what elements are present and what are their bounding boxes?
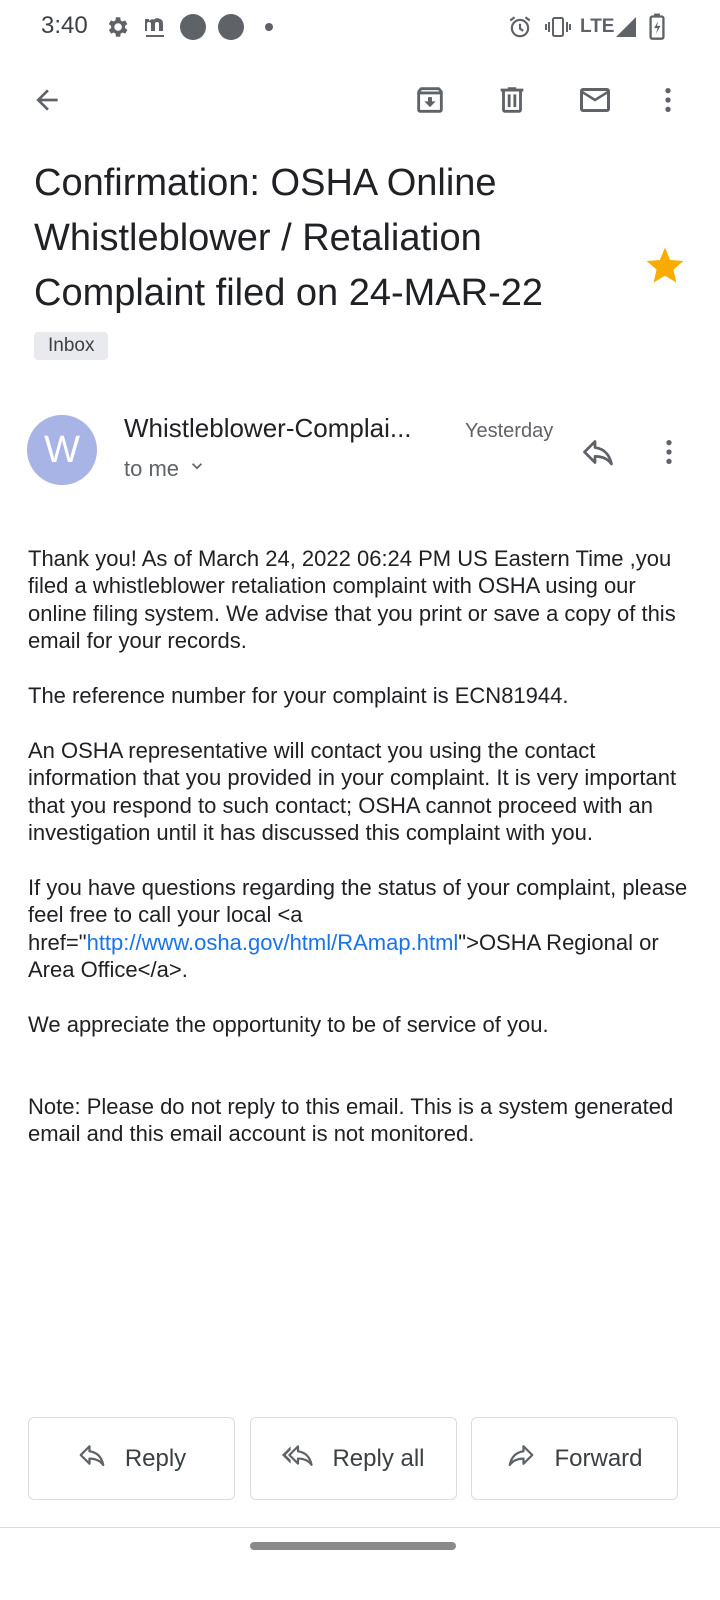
email-date: Yesterday <box>465 420 554 442</box>
trash-icon[interactable] <box>488 76 536 124</box>
body-paragraph: We appreciate the opportunity to be of service of you. <box>28 1011 549 1037</box>
archive-icon[interactable] <box>406 76 454 124</box>
bottom-divider <box>0 1527 720 1528</box>
reply-icon <box>77 1440 107 1477</box>
body-text-span: If you have questions regarding the status of your complaint, please feel free to call your local <a href=" <box>28 874 688 955</box>
reply-icon[interactable] <box>574 428 622 476</box>
body-paragraph: An OSHA representative will contact you using the contact information that you provided in your complaint. It is very important that you respond to such contact; OSHA cannot proceed with an investigation until it has discussed this complaint with you. <box>28 737 677 846</box>
network-type: LTE <box>580 16 615 37</box>
email-subject: Confirmation: OSHA Online Whistleblower / Retaliation Complaint filed on 24-MAR-22 <box>34 162 544 314</box>
recipient-details-toggle[interactable] <box>124 456 207 482</box>
inbox-label[interactable]: Inbox <box>34 332 108 360</box>
recipient-label: to me <box>124 456 180 481</box>
reply-all-icon <box>282 1440 314 1477</box>
star-icon[interactable] <box>643 244 687 288</box>
signal-icon <box>614 12 638 42</box>
back-arrow-icon[interactable] <box>23 76 71 124</box>
circle-notification-icon <box>180 12 206 42</box>
body-paragraph: Thank you! As of March 24, 2022 06:24 PM US Eastern Time ,you filed a whistleblower retaliation complaint with OSHA using our online filing system. We advise that you print or save a copy of this email for your records. <box>28 546 676 654</box>
body-paragraph: The reference number for your complaint is ECN81944. <box>28 683 569 709</box>
gear-icon <box>104 12 130 42</box>
vibrate-icon <box>544 12 572 42</box>
body-paragraph <box>28 874 688 984</box>
m-app-icon <box>143 12 169 42</box>
status-bar <box>0 0 720 56</box>
mail-icon[interactable] <box>571 76 619 124</box>
body-paragraph: Note: Please do not reply to this email. This is a system generated email and this email account is not monitored. <box>28 1094 674 1147</box>
email-body <box>28 545 688 1175</box>
forward-button-label: Forward <box>554 1444 643 1472</box>
reply-button-label: Reply <box>124 1444 187 1472</box>
message-more-icon[interactable] <box>645 428 693 476</box>
battery-charging-icon <box>648 12 666 42</box>
forward-icon <box>506 1440 536 1477</box>
reply-button[interactable] <box>28 1417 235 1500</box>
status-time: 3:40 <box>41 12 88 39</box>
avatar[interactable]: W <box>27 415 97 485</box>
more-vert-icon[interactable] <box>644 76 692 124</box>
dot-icon <box>265 12 273 42</box>
circle-notification-icon <box>218 12 244 42</box>
sender-name[interactable]: Whistleblower-Complai... <box>124 413 412 443</box>
home-indicator[interactable] <box>250 1542 456 1550</box>
chevron-down-icon <box>187 456 207 482</box>
alarm-icon <box>507 12 533 42</box>
forward-button[interactable] <box>471 1417 678 1500</box>
reply-all-button[interactable] <box>250 1417 457 1500</box>
reply-all-button-label: Reply all <box>332 1444 425 1472</box>
osha-map-link[interactable]: http://www.osha.gov/html/RAmap.html <box>86 929 459 955</box>
body-text-span: ">OSHA Regional or Area Office</a>. <box>28 929 659 983</box>
